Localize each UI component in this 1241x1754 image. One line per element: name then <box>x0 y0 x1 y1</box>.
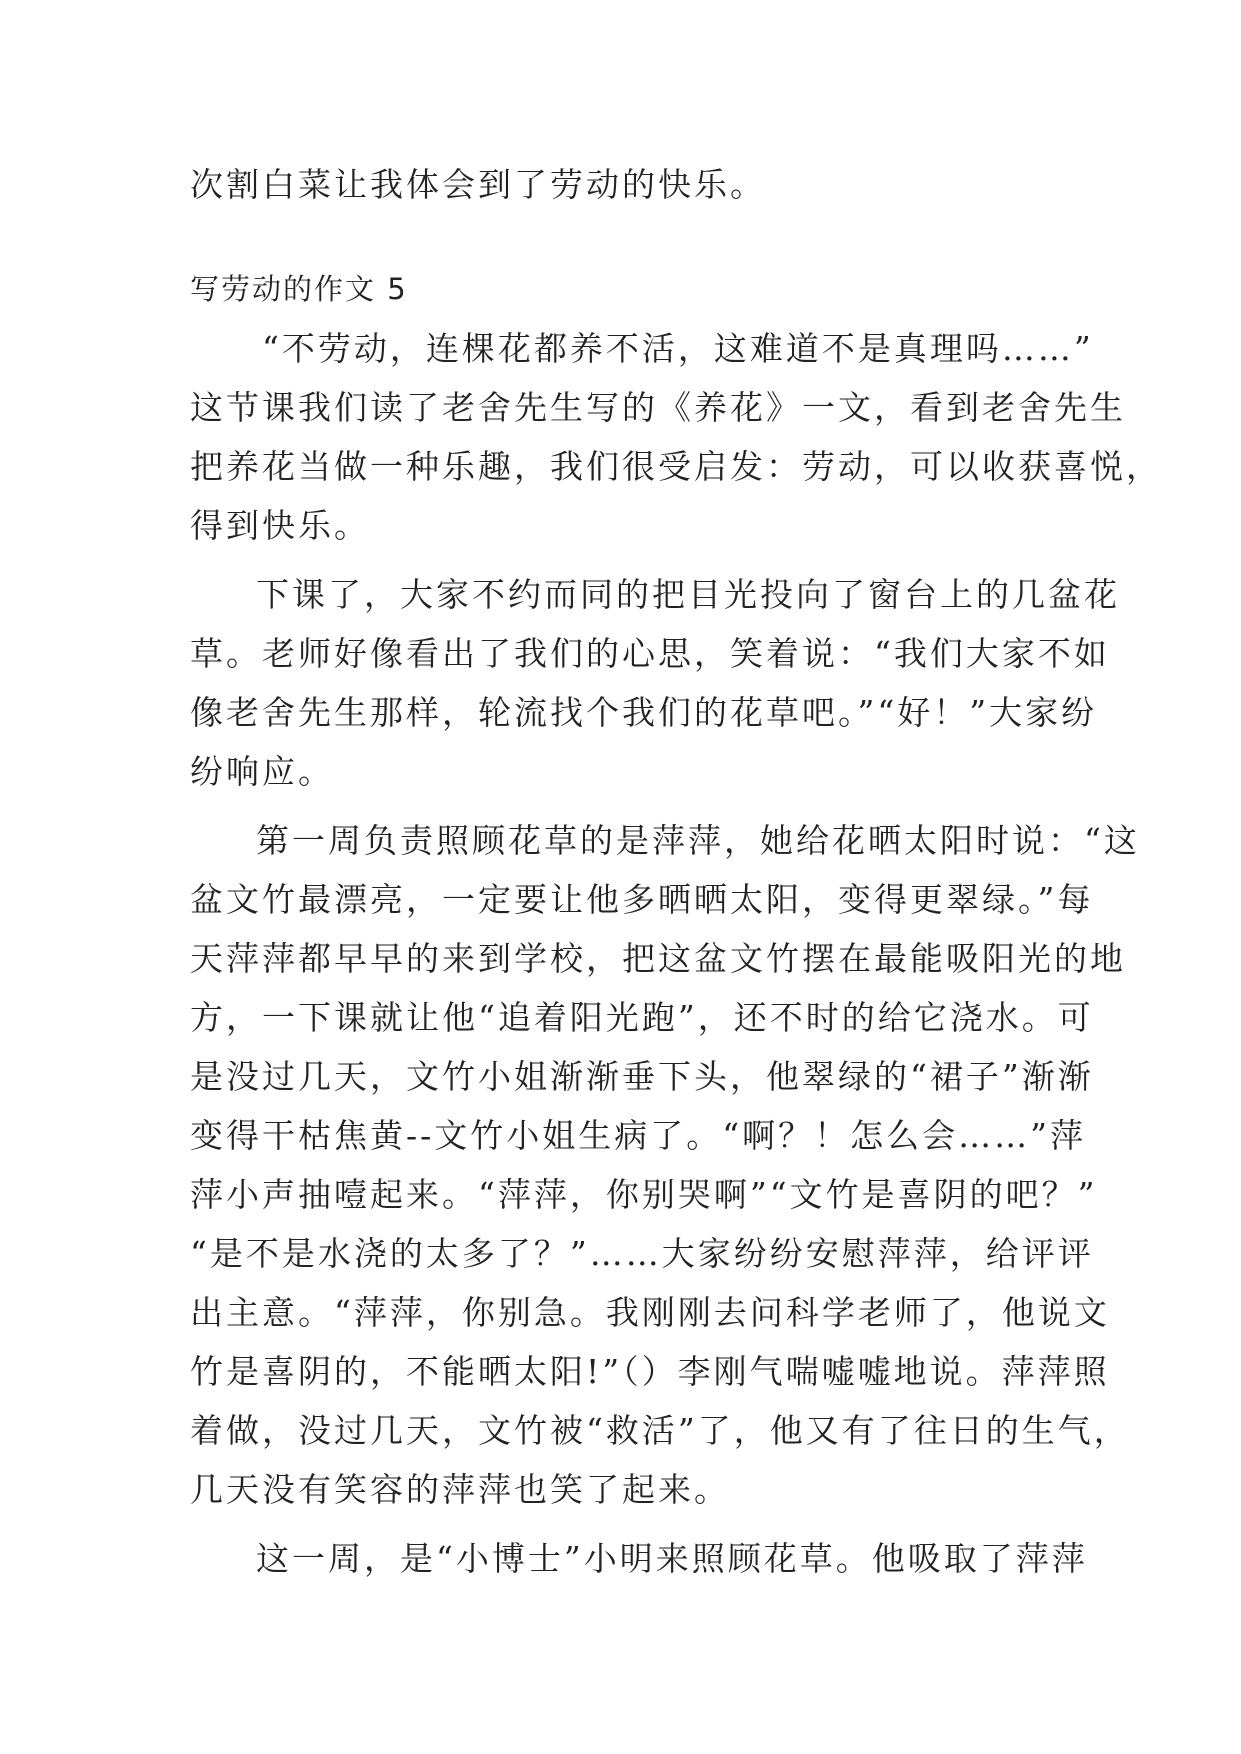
paragraph-line: 得到快乐。 <box>190 506 370 545</box>
paragraph-line: 着做，没过几天，文竹被“救活”了，他又有了往日的生气， <box>190 1411 1130 1450</box>
paragraph-line: 像老舍先生那样，轮流找个我们的花草吧。”“好！”大家纷 <box>190 693 1098 732</box>
paragraph-line: 把养花当做一种乐趣，我们很受启发：劳动，可以收获喜悦， <box>190 447 1162 486</box>
paragraph-4 <box>190 1529 1088 1588</box>
paragraph-line: 变得干枯焦黄--文竹小姐生病了。“啊？！怎么会……”萍 <box>190 1116 1087 1155</box>
paragraph-line: 草。老师好像看出了我们的心思，笑着说：“我们大家不如 <box>190 634 1110 673</box>
paragraph-line: 下课了，大家不约而同的把目光投向了窗台上的几盆花 <box>256 575 1120 614</box>
intro-line: 次割白菜让我体会到了劳动的快乐。 <box>190 165 766 204</box>
paragraph-line: 盆文竹最漂亮，一定要让他多晒晒太阳，变得更翠绿。”每 <box>190 880 1094 919</box>
paragraph-2 <box>190 565 1120 801</box>
paragraph-line: 出主意。“萍萍，你别急。我刚刚去问科学老师了，他说文 <box>190 1293 1110 1332</box>
section-heading: 写劳动的作文 5 <box>190 272 408 306</box>
paragraph-line: 这节课我们读了老舍先生写的《养花》一文，看到老舍先生 <box>190 388 1126 427</box>
paragraph-line: 是没过几天，文竹小姐渐渐垂下头，他翠绿的“裙子”渐渐 <box>190 1057 1094 1096</box>
paragraph-line: 纷响应。 <box>190 752 334 791</box>
paragraph-line: 第一周负责照顾花草的是萍萍，她给花晒太阳时说：“这 <box>256 821 1140 860</box>
paragraph-line: “是不是水浇的太多了？”……大家纷纷安慰萍萍，给评评 <box>190 1234 1094 1273</box>
paragraph-line: 竹是喜阴的，不能晒太阳!”（）李刚气喘嘘嘘地说。萍萍照 <box>190 1352 1110 1391</box>
paragraph-3 <box>190 811 1140 1519</box>
document-body <box>190 155 1162 1588</box>
paragraph-1 <box>190 319 1162 555</box>
paragraph-line: 方，一下课就让他“追着阳光跑”，还不时的给它浇水。可 <box>190 998 1094 1037</box>
paragraph-line: 几天没有笑容的萍萍也笑了起来。 <box>190 1470 730 1509</box>
paragraph-line: 天萍萍都早早的来到学校，把这盆文竹摆在最能吸阳光的地 <box>190 939 1126 978</box>
paragraph-line: 这一周，是“小博士”小明来照顾花草。他吸取了萍萍 <box>256 1539 1088 1578</box>
paragraph-line: 萍小声抽噎起来。“萍萍，你别哭啊”“文竹是喜阴的吧？” <box>190 1175 1098 1214</box>
paragraph-line: “不劳动，连棵花都养不活，这难道不是真理吗……” <box>262 329 1094 368</box>
